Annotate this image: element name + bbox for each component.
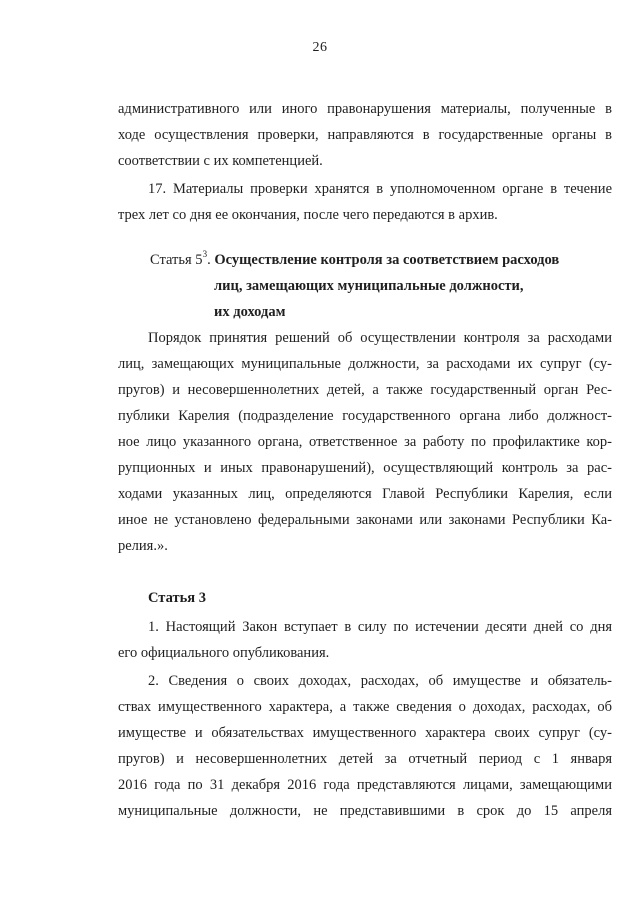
text-line: пругов) и несовершеннолетних детей за отчетный период с 1 января: [118, 751, 612, 767]
article-3-heading-block: [118, 585, 612, 611]
text-line: релия.».: [118, 538, 168, 554]
text-line: 1. Настоящий Закон вступает в силу по истечении десяти дней со дня: [148, 619, 612, 635]
text-line: ное лицо указанного органа, ответственное за работу по профилактике кор-: [118, 434, 612, 450]
article-3-item-1: [118, 614, 612, 666]
text-line: иное не установлено федеральными законами или законами Республики Ка-: [118, 512, 612, 528]
text-line: муниципальные должности, не представившими в срок до 15 апреля: [118, 803, 612, 819]
text-line: рупционных и иных правонарушений), осуществляющий контроль за рас-: [118, 460, 612, 476]
text-line: административного или иного правонарушения материалы, полученные в: [118, 101, 612, 117]
item-17-paragraph: [118, 176, 612, 228]
text-line: 2016 года по 31 декабря 2016 года представляются лицами, замещающими: [118, 777, 612, 793]
text-line: имуществе и обязательствах имущественного характера своих супруг (су-: [118, 725, 612, 741]
text-line: ходами указанных лиц, определяются Главой Республики Карелия, если: [118, 486, 612, 502]
text-line: ствах имущественного характера, а также сведения о доходах, расходах, об: [118, 699, 612, 715]
article-5-3-prefix: Статья 5: [150, 252, 203, 268]
continuation-paragraph: [118, 96, 612, 174]
text-line: 17. Материалы проверки хранятся в уполномоченном органе в течение: [148, 181, 612, 197]
article-5-3-superscript: 3: [202, 249, 208, 260]
text-line: Порядок принятия решений об осуществлении контроля за расходами: [148, 330, 612, 346]
text-line: соответствии с их компетенцией.: [118, 153, 323, 169]
article-5-3-title-line: их доходам: [214, 304, 286, 320]
page-number: 26: [312, 40, 328, 55]
text-line: лиц, замещающих муниципальные должности, за расходами их супруг (су-: [118, 356, 612, 372]
article-5-3-title-line: Осуществление контроля за соответствием расходов: [214, 252, 560, 268]
article-5-3-body: [118, 325, 612, 559]
text-line: трех лет со дня ее окончания, после чего передаются в архив.: [118, 207, 498, 223]
article-5-3-heading: Статья $5^3$. Осуществление контроля за соответствием расходов лиц, замещающих муниципальные должности, их доходам: [118, 247, 612, 325]
text-line: 2. Сведения о своих доходах, расходах, об имуществе и обязатель-: [148, 673, 612, 689]
text-line: его официального опубликования.: [118, 645, 330, 661]
article-3-heading: Статья 3: [148, 590, 206, 606]
article-3-item-2: [118, 668, 612, 824]
article-5-3-title-line: лиц, замещающих муниципальные должности,: [214, 278, 524, 294]
text-line: пругов) и несовершеннолетних детей, а также государственный орган Рес-: [118, 382, 612, 398]
text-line: ходе осуществления проверки, направляются в государственные органы в: [118, 127, 612, 143]
text-line: публики Карелия (подразделение государственного органа либо должност-: [118, 408, 612, 424]
